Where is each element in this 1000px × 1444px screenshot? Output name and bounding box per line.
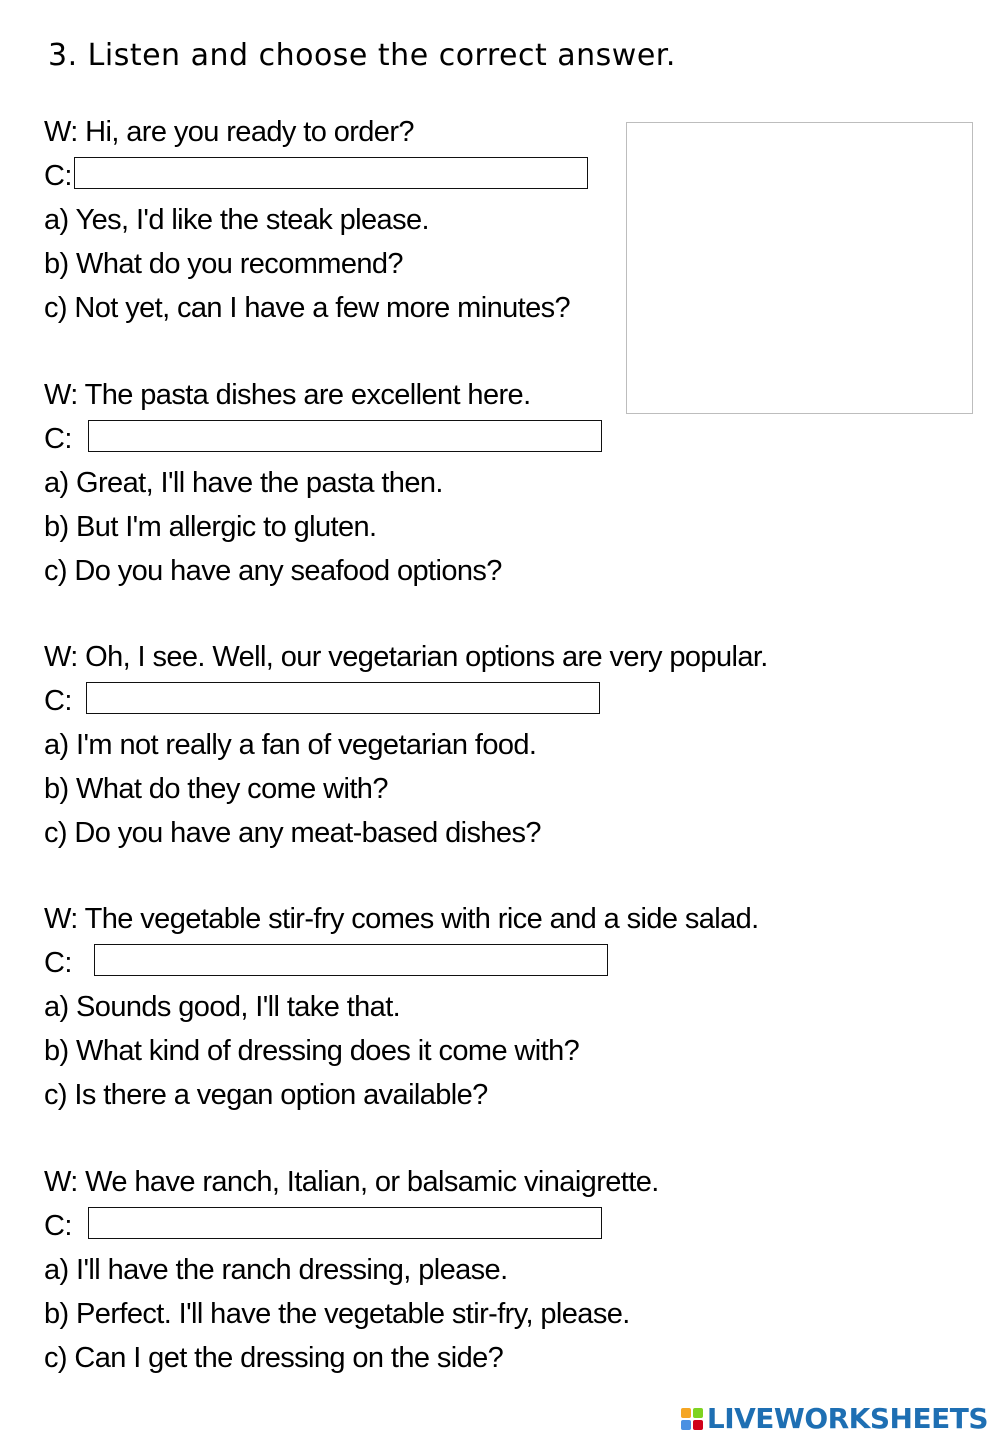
answer-input-5[interactable] [88, 1207, 602, 1239]
option-a: a) I'll have the ranch dressing, please. [44, 1254, 508, 1286]
logo-square-1 [681, 1408, 691, 1418]
waiter-line: W: The pasta dishes are excellent here. [44, 379, 531, 411]
customer-label: C: [44, 160, 72, 192]
option-b: b) What do they come with? [44, 773, 388, 805]
answer-input-4[interactable] [94, 944, 608, 976]
customer-row [44, 1204, 804, 1248]
waiter-line: W: Oh, I see. Well, our vegetarian options are very popular. [44, 641, 768, 673]
option-c: c) Is there a vegan option available? [44, 1079, 488, 1111]
option-a: a) Sounds good, I'll take that. [44, 991, 401, 1023]
customer-row [44, 417, 804, 461]
waiter-line: W: We have ranch, Italian, or balsamic vinaigrette. [44, 1166, 659, 1198]
option-a: a) Yes, I'd like the steak please. [44, 204, 429, 236]
customer-row [44, 679, 804, 723]
option-b: b) But I'm allergic to gluten. [44, 511, 377, 543]
question-block-5 [44, 1160, 804, 1380]
answer-input-3[interactable] [86, 682, 600, 714]
customer-label: C: [44, 423, 72, 455]
option-b: b) What kind of dressing does it come with? [44, 1035, 580, 1067]
option-a: a) Great, I'll have the pasta then. [44, 467, 443, 499]
question-block-3 [44, 635, 804, 855]
waiter-line: W: The vegetable stir-fry comes with rice and a side salad. [44, 903, 759, 935]
logo-square-3 [681, 1420, 691, 1430]
question-block-1 [44, 110, 804, 330]
waiter-line: W: Hi, are you ready to order? [44, 116, 414, 148]
liveworksheets-logo-icon [681, 1408, 703, 1430]
customer-row [44, 154, 804, 198]
answer-input-1[interactable] [74, 157, 588, 189]
brand-name: LIVEWORKSHEETS [706, 1402, 988, 1435]
question-block-2 [44, 373, 804, 593]
customer-label: C: [44, 947, 72, 979]
logo-square-2 [693, 1408, 703, 1418]
customer-label: C: [44, 1210, 72, 1242]
option-c: c) Not yet, can I have a few more minutes? [44, 292, 571, 324]
liveworksheets-brand [681, 1402, 988, 1435]
option-c: c) Do you have any seafood options? [44, 555, 502, 587]
logo-square-4 [693, 1420, 703, 1430]
answer-input-2[interactable] [88, 420, 602, 452]
option-c: c) Do you have any meat-based dishes? [44, 817, 541, 849]
exercise-title: 3. Listen and choose the correct answer. [48, 38, 676, 73]
option-a: a) I'm not really a fan of vegetarian food. [44, 729, 537, 761]
customer-row [44, 941, 804, 985]
option-b: b) Perfect. I'll have the vegetable stir-fry, please. [44, 1298, 630, 1330]
question-block-4 [44, 897, 804, 1117]
customer-label: C: [44, 685, 72, 717]
option-c: c) Can I get the dressing on the side? [44, 1342, 504, 1374]
option-b: b) What do you recommend? [44, 248, 403, 280]
